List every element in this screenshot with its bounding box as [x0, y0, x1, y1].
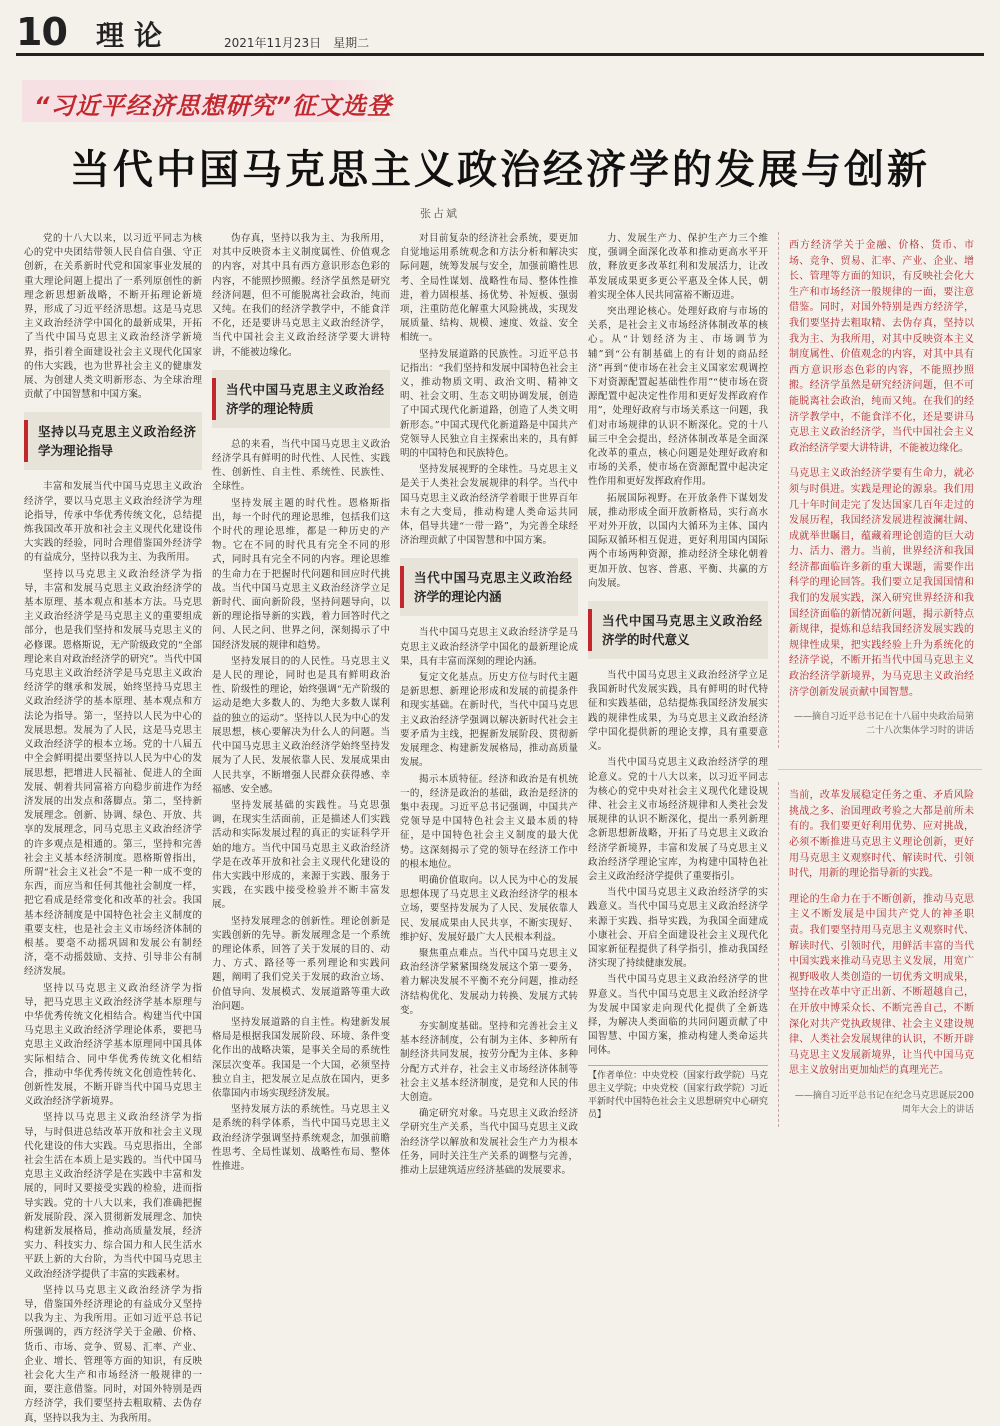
sidebar-quote: 当前，改革发展稳定任务之重、矛盾风险挑战之多、治国理政考验之大都是前所未有的。我们要更好利用优势、应对挑战，必须不断推进马克思主义理论创新，更好用马克思主义观察时代、解读时代、引领时代，用新的理论指导新的实践。	[789, 790, 974, 880]
section-subhead-4	[588, 601, 768, 659]
body-paragraph: 突出理论核心。处理好政府与市场的关系，是社会主义市场经济体制改革的核心。从“计划经济为主、市场调节为辅”到“公有制基础上的有计划的商品经济”再到“使市场在社会主义国家宏观调控下对资源配置起基础性作用”“使市场在资源配置中起决定性作用和更好发挥政府作用”，处理好政府与市场关系这一问题，我们对市场规律的认识不断深化。党的十八届三中全会提出，经济体制改革是全面深化改革的重点，核心问题是处理好政府和市场的关系，使市场在资源配置中起决定性作用和更好发挥政府作用。	[588, 306, 768, 488]
subhead-text: 当代中国马克思主义政治经济学的理论内涵	[414, 570, 572, 605]
body-paragraph: 坚持发展方法的系统性。马克思主义是系统的科学体系，当代中国马克思主义政治经济学强调坚持系统观念，加强前瞻性思考、全局性谋划、战略性布局、整体性推进。	[212, 1104, 390, 1172]
body-paragraph: 丰富和发展当代中国马克思主义政治经济学，要以马克思主义政治经济学为理论指导，传承中华优秀传统文化，总结提炼我国改革开放和社会主义现代化建设伟大实践的经验，同时合理借鉴国外经济学的有益成分，坚持以我为主、为我所用。	[24, 481, 202, 564]
article-column-3	[400, 232, 578, 1392]
subhead-accent-bar	[212, 378, 216, 420]
section-subhead-3	[400, 558, 578, 616]
body-paragraph: 坚持以马克思主义政治经济学为指导，把马克思主义政治经济学基本原理与中华优秀传统文化相结合。构建当代中国马克思主义政治经济学理论体系，要把马克思主义政治经济学基本原理同中国具体实际相结合、同中华优秀传统文化相结合，推动中华优秀传统文化创造性转化、创新性发展，不断开辟当代中国马克思主义政治经济学新境界。	[24, 982, 202, 1108]
banner-text: “习近平经济思想研究”征文选登	[34, 92, 392, 120]
body-paragraph: 力、发展生产力、保护生产力三个维度，强调全面深化改革和推动更高水平开放，释放更多改革红利和发展活力，让改革发展成果更多更公平惠及全体人民，朝着实现全体人民共同富裕不断迈进。	[588, 233, 768, 301]
author-footnote: 【作者单位：中央党校（国家行政学院）马克思主义学院；中央党校（国家行政学院）习近平新时代中国特色社会主义思想研究中心研究员】	[588, 1065, 768, 1122]
subhead-accent-bar	[400, 566, 404, 608]
sidebar-quote-source: ——摘自习近平总书记在纪念马克思诞辰200周年大会上的讲话	[794, 1090, 974, 1115]
sidebar-quote: 马克思主义政治经济学要有生命力，就必须与时俱进。实践是理论的源泉。我们用几十年时间走完了发达国家几百年走过的发展历程，我国经济发展进程波澜壮阔、成就举世瞩目，蕴藏着理论创造的巨大动力、活力、潜力。当前，世界经济和我国经济都面临许多新的重大课题，需要作出科学的理论回答。我们要立足我国国情和我们的发展实践，深入研究世界经济和我国经济面临的新情况新问题，揭示新特点新规律，提炼和总结我国经济发展实践的规律性成果，把实践经验上升为系统化的经济学说，不断开拓当代中国马克思主义政治经济学新境界，为马克思主义政治经济学创新发展贡献中国智慧。	[789, 468, 974, 698]
column-banner	[22, 80, 406, 122]
issue-date: 2021年11月23日 星期二	[224, 36, 370, 50]
body-paragraph: 确定研究对象。马克思主义政治经济学研究生产关系，当代中国马克思主义政治经济学以解放和发展社会生产力为根本任务，同时关注生产关系的调整与完善，推动上层建筑适应经济基础的发展要求。	[400, 1108, 578, 1176]
body-paragraph: 坚持发展道路的民族性。习近平总书记指出：“我们坚持和发展中国特色社会主义，推动物质文明、政治文明、精神文明、社会文明、生态文明协调发展，创造了中国式现代化新道路，创造了人类文明新形态。”中国式现代化新道路是中国共产党领导人民独立自主探索出来的，具有鲜明的中国特色和民族特色。	[400, 348, 578, 460]
body-paragraph: 复定文化基点。历史方位与时代主题是新思想、新理论形成和发展的前提条件和现实基础。在新时代，当代中国马克思主义政治经济学强调以解决新时代社会主要矛盾为主线，把握新发展阶段、贯彻新发展理念、构建新发展格局，推动高质量发展。	[400, 672, 578, 769]
article-headline: 当代中国马克思主义政治经济学的发展与创新	[70, 147, 930, 193]
body-paragraph: 坚持以马克思主义政治经济学为指导，借鉴国外经济理论的有益成分又坚持以我为主、为我所用。正如习近平总书记所强调的，西方经济学关于金融、价格、货币、市场、竞争、贸易、汇率、产业、企业、增长、管理等方面的知识，有反映社会化大生产和市场经济一般规律的一面，要注意借鉴。同时，对国外特别是西方经济学，我们要坚持去粗取精、去伪存真，坚持以我为主、为我所用。	[24, 1284, 202, 1424]
subhead-text: 当代中国马克思主义政治经济学的理论特质	[226, 381, 384, 416]
body-paragraph: 当代中国马克思主义政治经济学的实践意义。当代中国马克思主义政治经济学来源于实践、指导实践，为我国全面建成小康社会、开启全面建设社会主义现代化国家新征程提供了科学指引，推动我国经济实现了持续健康发展。	[588, 887, 768, 970]
body-paragraph: 坚持发展视野的全球性。马克思主义是关于人类社会发展规律的科学。当代中国马克思主义政治经济学着眼于世界百年未有之大变局，推动构建人类命运共同体，倡导共建“一带一路”，为完善全球经济治理贡献了中国智慧和中国方案。	[400, 464, 578, 547]
body-paragraph: 坚持发展主题的时代性。恩格斯指出，每一个时代的理论思维，包括我们这个时代的理论思维，都是一种历史的产物。它在不同的时代具有完全不同的形式，同时具有完全不同的内容。理论思维的生命力在于把握时代问题和回应时代挑战。当代中国马克思主义政治经济学立足新时代、面向新阶段，坚持问题导向，以新的理论指导新的实践，着力回答时代之问、人民之问、世界之问，深刻揭示了中国经济发展的规律和趋势。	[212, 497, 390, 651]
subhead-text: 当代中国马克思主义政治经济学的时代意义	[602, 613, 762, 648]
section-subhead-2	[212, 370, 390, 428]
masthead	[16, 10, 984, 56]
body-paragraph: 揭示本质特征。经济和政治是有机统一的，经济是政治的基础，政治是经济的集中表现。习近平总书记强调，中国共产党领导是中国特色社会主义最本质的特征，是中国特色社会主义制度的最大优势。这深刻揭示了党的领导在经济工作中的根本地位。	[400, 773, 578, 870]
sidebar-divider	[778, 758, 982, 770]
body-paragraph: 坚持发展道路的自主性。构建新发展格局是根据我国发展阶段、环境、条件变化作出的战略决策，是事关全局的系统性深层次变革。我国是一个大国，必须坚持独立自主，把发展立足点放在国内，更多依靠国内市场实现经济发展。	[212, 1016, 390, 1099]
body-paragraph: 坚持以马克思主义政治经济学为指导，与时俱进总结改革开放和社会主义现代化建设的伟大实践。马克思指出，全部社会生活在本质上是实践的。当代中国马克思主义政治经济学是在实践中丰富和发展的，同时又要接受实践的检验，进而指导实践。党的十八大以来，我们准确把握新发展阶段、深入贯彻新发展理念、加快构建新发展格局，推动高质量发展，经济实力、科技实力、综合国力和人民生活水平跃上新的大台阶，为当代中国马克思主义政治经济学提供了丰富的实践素材。	[24, 1112, 202, 1280]
page-number: 10	[16, 10, 67, 54]
sidebar-quote-block-1	[778, 232, 982, 748]
subhead-text: 坚持以马克思主义政治经济学为理论指导	[38, 424, 196, 459]
body-paragraph: 聚焦重点难点。当代中国马克思主义政治经济学紧紧围绕发展这个第一要务，着力解决发展不平衡不充分问题，推动经济结构优化、发展动力转换、发展方式转变。	[400, 947, 578, 1016]
body-paragraph: 明确价值取向。以人民为中心的发展思想体现了马克思主义政治经济学的根本立场，要坚持发展为了人民、发展依靠人民、发展成果由人民共享，不断实现好、维护好、发展好最广大人民根本利益。	[400, 874, 578, 943]
body-paragraph: 坚持发展基础的实践性。马克思强调，在现实生活面前，正是描述人们实践活动和实际发展过程的真正的实证科学开始的地方。当代中国马克思主义政治经济学是在改革开放和社会主义现代化建设的伟大实践中形成的，来源于实践、服务于实践，在实践中接受检验并不断丰富发展。	[212, 799, 390, 911]
body-paragraph: 夯实制度基础。坚持和完善社会主义基本经济制度，公有制为主体、多种所有制经济共同发展，按劳分配为主体、多种分配方式并存，社会主义市场经济体制等社会主义基本经济制度，是党和人民的伟大创造。	[400, 1020, 578, 1103]
body-paragraph: 当代中国马克思主义政治经济学是马克思主义政治经济学中国化的最新理论成果，具有丰富而深刻的理论内涵。	[400, 627, 578, 667]
article-column-4	[588, 232, 768, 1392]
body-paragraph: 坚持发展目的的人民性。马克思主义是人民的理论，同时也是具有鲜明政治性、阶级性的理论，始终强调“无产阶级的运动是绝大多数人的、为绝大多数人谋利益的独立的运动”。坚持以人民为中心的发展思想，核心要解决为什么人的问题。当代中国马克思主义政治经济学始终坚持发展为了人民、发展依靠人民、发展成果由人民共享，不断增强人民群众获得感、幸福感、安全感。	[212, 655, 390, 795]
article-byline: 张占斌	[420, 207, 459, 220]
body-paragraph: 总的来看，当代中国马克思主义政治经济学具有鲜明的时代性、人民性、实践性、创新性、自主性、系统性、民族性、全球性。	[212, 438, 390, 493]
body-paragraph: 伪存真，坚持以我为主、为我所用，对其中反映资本主义制度属性、价值观念的内容，对其中具有西方意识形态色彩的内容，不能照抄照搬。经济学虽然是研究经济问题，但不可能脱离社会政治，纯而又纯。在我们的经济学教学中，不能食洋不化，还是要讲马克思主义政治经济学，当代中国社会主义政治经济学要大讲特讲，不能被边缘化。	[212, 233, 390, 358]
body-paragraph: 当代中国马克思主义政治经济学的世界意义。当代中国马克思主义政治经济学为发展中国家走向现代化提供了全新选择，为解决人类面临的共同问题贡献了中国智慧、中国方案，推动构建人类命运共同体。	[588, 974, 768, 1057]
sidebar-quote-block-2	[778, 782, 982, 1127]
body-paragraph: 坚持发展理念的创新性。理论创新是实践创新的先导。新发展理念是一个系统的理论体系，回答了关于发展的目的、动力、方式、路径等一系列理论和实践问题，阐明了我们党关于发展的政治立场、价值导向、发展模式、发展道路等重大政治问题。	[212, 915, 390, 1012]
body-paragraph: 坚持以马克思主义政治经济学为指导，丰富和发展马克思主义政治经济学的基本原理、基本观点和基本方法。马克思主义政治经济学是马克思主义的重要组成部分，也是我们坚持和发展马克思主义的必修课。恩格斯说，无产阶级政党的“全部理论来自对政治经济学的研究”。当代中国马克思主义政治经济学是马克思主义政治经济学的继承和发展，始终坚持马克思主义政治经济学的基本原理、基本观点和方法论为指导。第一，坚持以人民为中心的发展思想。发展为了人民，这是马克思主义政治经济学的根本立场。党的十八届五中全会鲜明提出要坚持以人民为中心的发展思想，把增进人民福祉、促进人的全面发展、朝着共同富裕方向稳步前进作为经济发展的出发点和落脚点。第二，坚持新发展理念。创新、协调、绿色、开放、共享的发展理念，同马克思主义政治经济学的许多观点是相通的。第三，坚持和完善社会主义基本经济制度。恩格斯曾指出，所谓“社会主义社会”不是一种一成不变的东西，而应当和任何其他社会制度一样，把它看成是经常变化和改革的社会。我国基本经济制度是中国特色社会主义制度的重要支柱，也是社会主义市场经济体制的根基。要毫不动摇巩固和发展公有制经济，毫不动摇鼓励、支持、引导非公有制经济发展。	[24, 568, 202, 978]
article-column-1	[24, 232, 202, 1424]
subhead-accent-bar	[588, 609, 592, 651]
body-paragraph: 拓展国际视野。在开放条件下谋划发展，推动形成全面开放新格局，实行高水平对外开放，以国内大循环为主体、国内国际双循环相互促进，更好利用国内国际两个市场两种资源，推动经济全球化朝着更加开放、包容、普惠、平衡、共赢的方向发展。	[588, 492, 768, 589]
sidebar-quote-source: ——摘自习近平总书记在十八届中央政治局第二十八次集体学习时的讲话	[793, 712, 974, 737]
quote-sidebar	[778, 232, 982, 1392]
body-paragraph: 当代中国马克思主义政治经济学的理论意义。党的十八大以来，以习近平同志为核心的党中央对社会主义现代化建设规律、社会主义市场经济规律和人类社会发展规律的认识不断深化，提出一系列新理念新思想新战略，开拓了马克思主义政治经济学新境界，丰富和发展了马克思主义政治经济学理论宝库，为构建中国特色社会主义政治经济学提供了重要指引。	[588, 757, 768, 882]
body-paragraph: 对目前复杂的经济社会系统，要更加自觉地运用系统观念和方法分析和解决实际问题，统筹发展与安全，加强前瞻性思考、全局性谋划、战略性布局、整体性推进，着力固根基、扬优势、补短板、强弱项，注重防范化解重大风险挑战，实现发展质量、结构、规模、速度、效益、安全相统一。	[400, 233, 578, 344]
sidebar-quote: 西方经济学关于金融、价格、货币、市场、竞争、贸易、汇率、产业、企业、增长、管理等方面的知识，有反映社会化大生产和市场经济一般规律的一面，要注意借鉴。同时，对国外特别是西方经济学，我们要坚持去粗取精、去伪存真，坚持以我为主、为我所用，对其中反映资本主义制度属性、价值观念的内容，对其中具有西方意识形态色彩的内容，不能照抄照搬。经济学虽然是研究经济问题，但不可能脱离社会政治，纯而又纯。在我们的经济学教学中，不能食洋不化，还是要讲马克思主义政治经济学，当代中国社会主义政治经济学要大讲特讲，不能被边缘化。	[789, 240, 974, 454]
intro-paragraph: 党的十八大以来，以习近平同志为核心的党中央团结带领人民自信自强、守正创新，在关系新时代党和国家事业发展的重大理论问题上提出了一系列原创性的新理念新思想新战略，不断开拓理论新境界，形成了习近平经济思想。这是马克思主义政治经济学中国化的最新成果，开拓了当代中国马克思主义政治经济学新境界，指引着全面建设社会主义现代化国家的伟大实践，也为世界社会主义的健康发展、为创建人类文明新形态、为全球治理贡献了中国智慧和中国方案。	[24, 233, 202, 401]
section-subhead-1	[24, 412, 202, 470]
article-column-2	[212, 232, 390, 1392]
section-name: 理论	[96, 19, 173, 52]
body-paragraph: 当代中国马克思主义政治经济学立足我国新时代发展实践，具有鲜明的时代特征和实践基础，总结提炼我国经济发展实践的规律性成果，为马克思主义政治经济学中国化提供新的理论支撑，具有重要意义。	[588, 670, 768, 753]
subhead-accent-bar	[24, 420, 28, 462]
sidebar-quote: 理论的生命力在于不断创新，推动马克思主义不断发展是中国共产党人的神圣职责。我们要坚持用马克思主义观察时代、解读时代、引领时代，用鲜活丰富的当代中国实践来推动马克思主义发展，用宽广视野吸收人类创造的一切优秀文明成果，坚持在改革中守正出新、不断超越自己，在开放中博采众长、不断完善自己，不断深化对共产党执政规律、社会主义建设规律、人类社会发展规律的认识，不断开辟马克思主义发展新境界，让当代中国马克思主义放射出更加灿烂的真理光芒。	[789, 893, 974, 1077]
